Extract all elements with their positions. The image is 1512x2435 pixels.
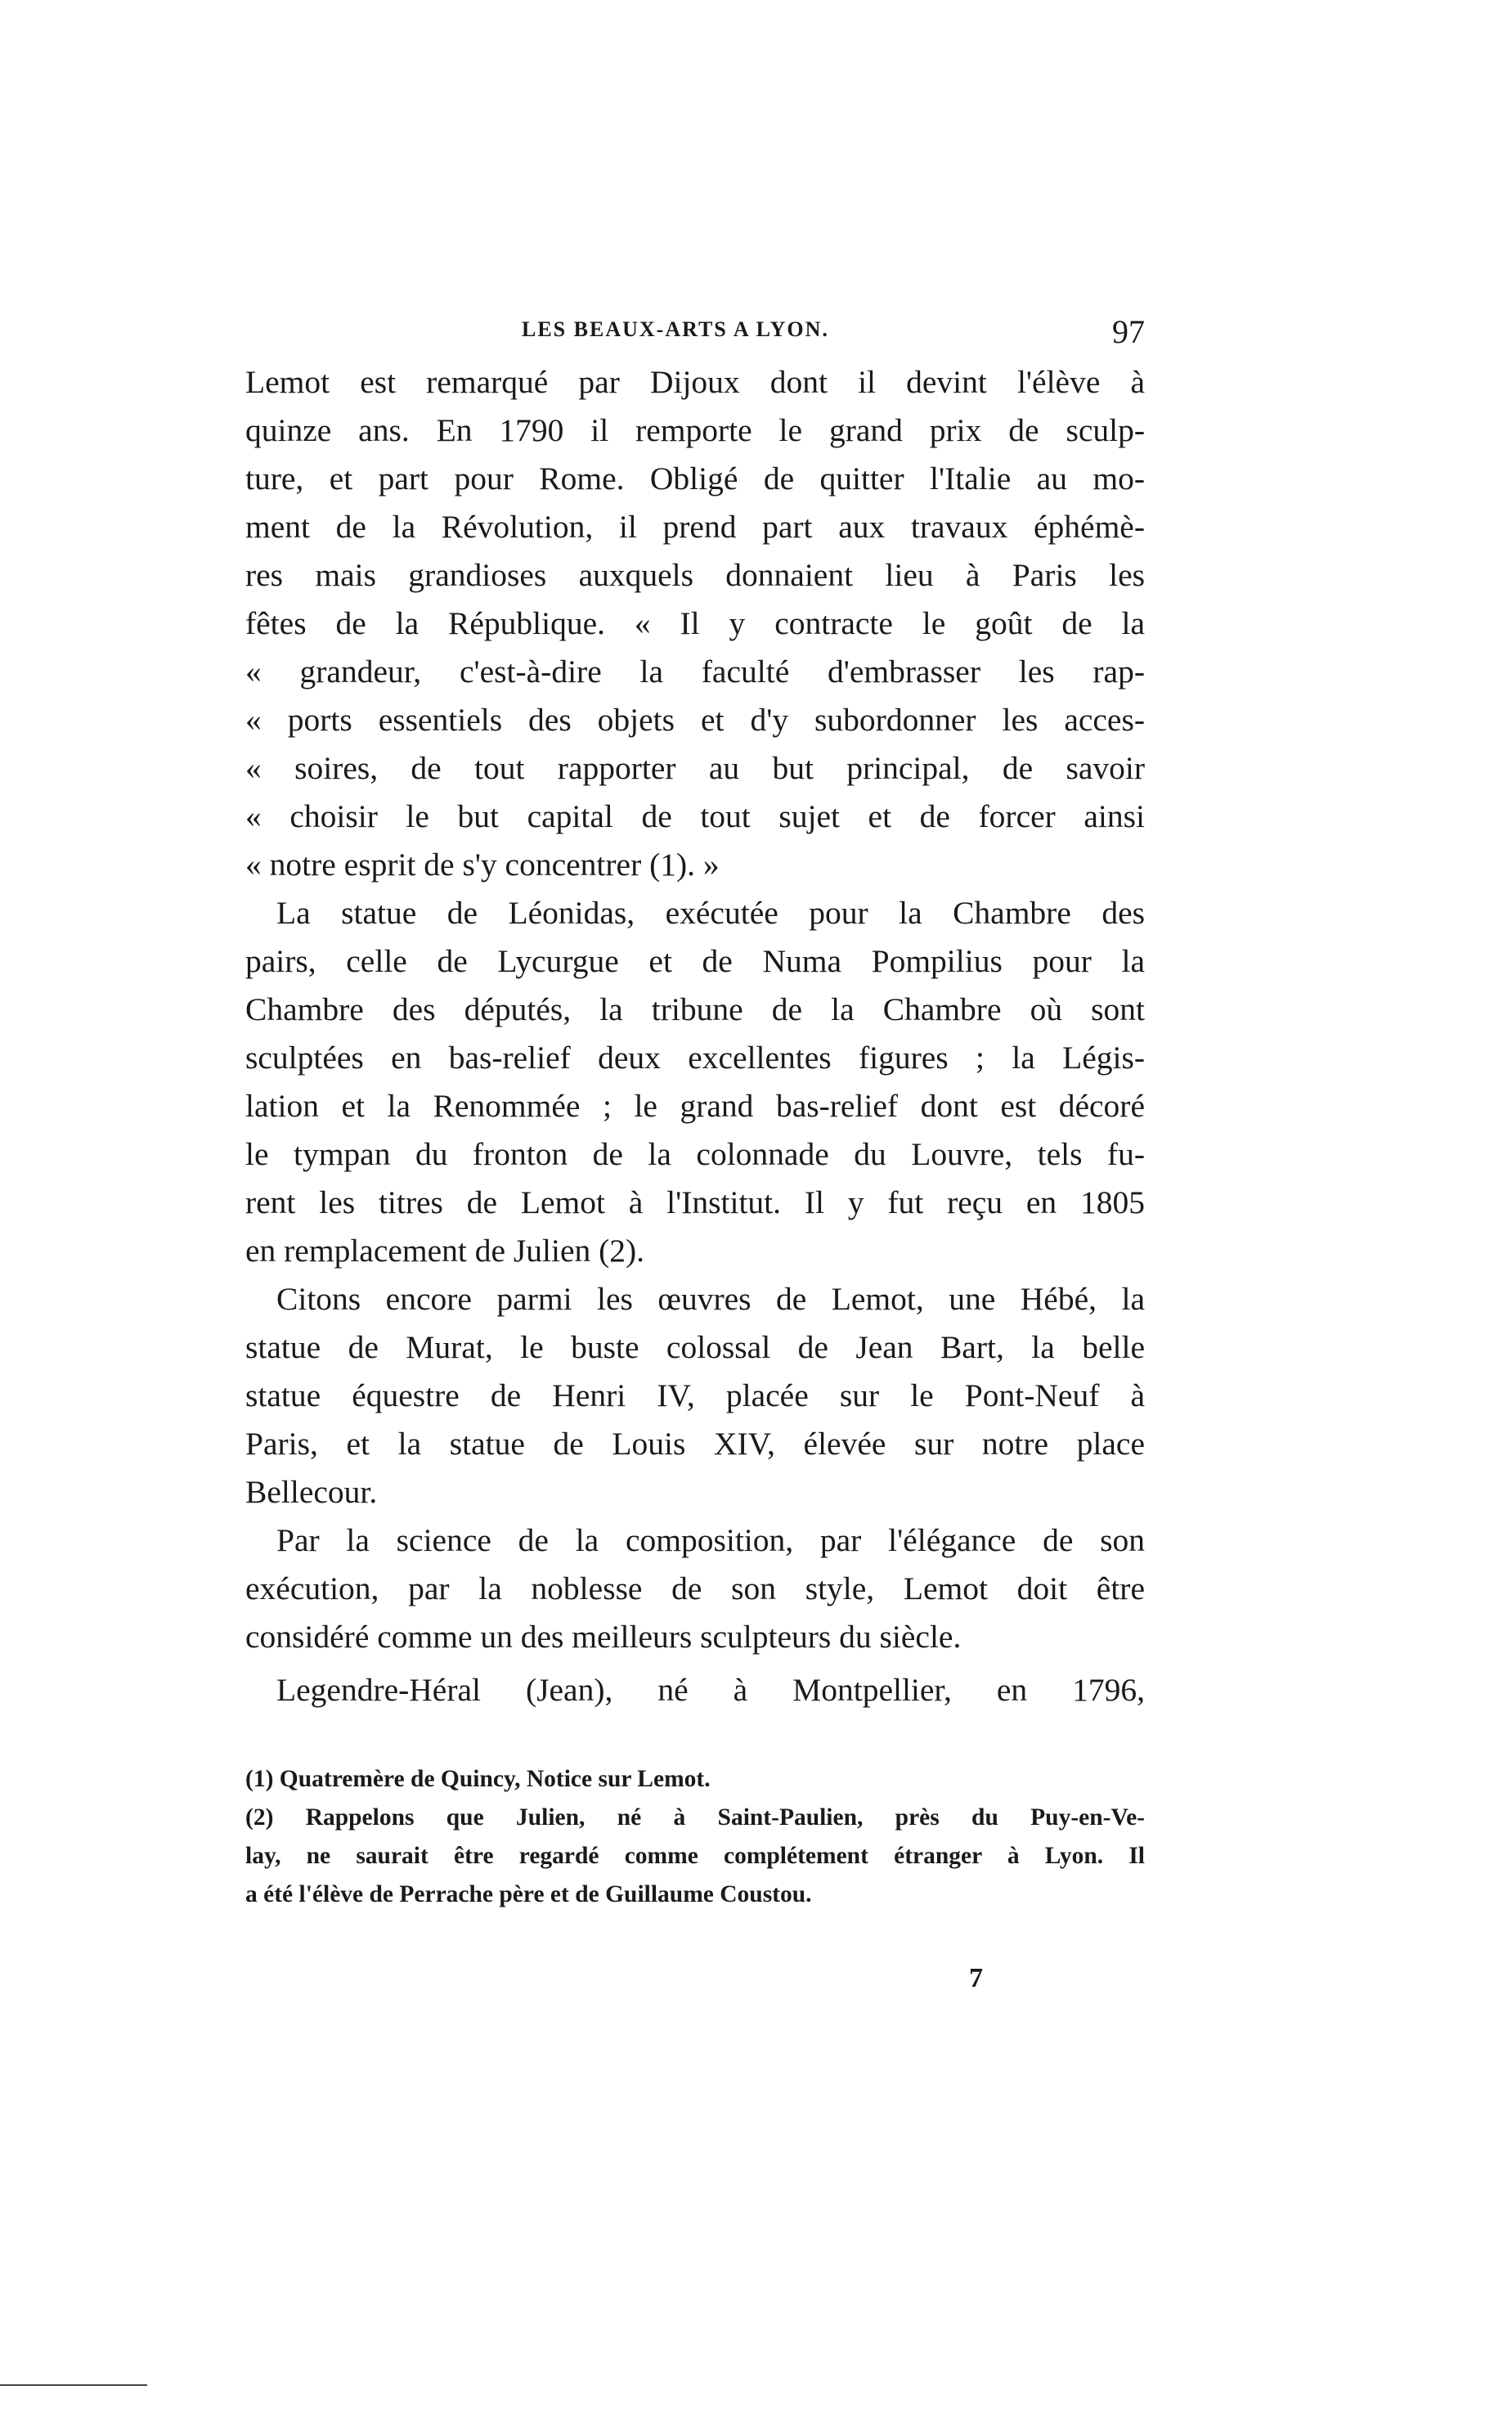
text-line: ture, et part pour Rome. Obligé de quitter l'Italie au mo-: [245, 460, 1145, 496]
text-line: quinze ans. En 1790 il remporte le grand prix de sculp-: [245, 412, 1145, 448]
text-line: en remplacement de Julien (2).: [245, 1233, 645, 1269]
text-line: rent les titres de Lemot à l'Institut. Il y fut reçu en 1805: [245, 1184, 1145, 1220]
text-line: sculptées en bas-relief deux excellentes figures ; la Légis-: [245, 1040, 1145, 1076]
footnotes: [245, 1760, 1145, 1914]
text-line: « soires, de tout rapporter au but principal, de savoir: [245, 750, 1145, 786]
text-line: « grandeur, c'est-à-dire la faculté d'embrasser les rap-: [245, 654, 1145, 690]
running-title: LES BEAUX-ARTS A LYON.: [522, 317, 829, 341]
main-text: [245, 358, 1145, 1714]
footnote-line: a été l'élève de Perrache père et de Guillaume Coustou.: [245, 1881, 812, 1907]
text-line: considéré comme un des meilleurs sculpteurs du siècle.: [245, 1619, 962, 1655]
text-line: pairs, celle de Lycurgue et de Numa Pompilius pour la: [245, 943, 1145, 979]
text-line: « notre esprit de s'y concentrer (1). »: [245, 847, 720, 883]
text-line: Bellecour.: [245, 1474, 378, 1510]
text-line: La statue de Léonidas, exécutée pour la Chambre des: [276, 895, 1145, 931]
text-line: Chambre des députés, la tribune de la Chambre où sont: [245, 991, 1145, 1027]
text-line: ment de la Révolution, il prend part aux travaux éphémè-: [245, 509, 1145, 545]
signature-mark: 7: [969, 1963, 983, 1993]
bottom-rule: [0, 2384, 147, 2386]
text-line: Citons encore parmi les œuvres de Lemot, une Hébé, la: [276, 1281, 1145, 1317]
text-line: fêtes de la République. « Il y contracte le goût de la: [245, 605, 1145, 641]
text-line: lation et la Renommée ; le grand bas-relief dont est décoré: [245, 1088, 1145, 1124]
text-line: Legendre-Héral (Jean), né à Montpellier, en 1796,: [276, 1672, 1145, 1708]
text-line: « ports essentiels des objets et d'y subordonner les acces-: [245, 702, 1145, 738]
text-line: res mais grandioses auxquels donnaient lieu à Paris les: [245, 557, 1145, 593]
footnote-line: (1) Quatremère de Quincy, Notice sur Lemot.: [245, 1766, 711, 1792]
text-line: Par la science de la composition, par l'élégance de son: [276, 1522, 1145, 1558]
text-line: le tympan du fronton de la colonnade du Louvre, tels fu-: [245, 1136, 1145, 1172]
text-line: exécution, par la noblesse de son style, Lemot doit être: [245, 1570, 1145, 1606]
text-line: statue de Murat, le buste colossal de Jean Bart, la belle: [245, 1329, 1145, 1365]
page-header: [245, 313, 1145, 358]
text-line: « choisir le but capital de tout sujet et de forcer ainsi: [245, 798, 1145, 834]
footnote-line: (2) Rappelons que Julien, né à Saint-Paulien, près du Puy-en-Ve-: [245, 1804, 1145, 1831]
text-line: statue équestre de Henri IV, placée sur le Pont-Neuf à: [245, 1377, 1145, 1413]
text-line: Paris, et la statue de Louis XIV, élevée sur notre place: [245, 1426, 1145, 1462]
page-number: 97: [1112, 313, 1145, 350]
text-line: Lemot est remarqué par Dijoux dont il devint l'élève à: [245, 364, 1145, 400]
footnote-line: lay, ne saurait être regardé comme complétement étranger à Lyon. Il: [245, 1843, 1145, 1869]
